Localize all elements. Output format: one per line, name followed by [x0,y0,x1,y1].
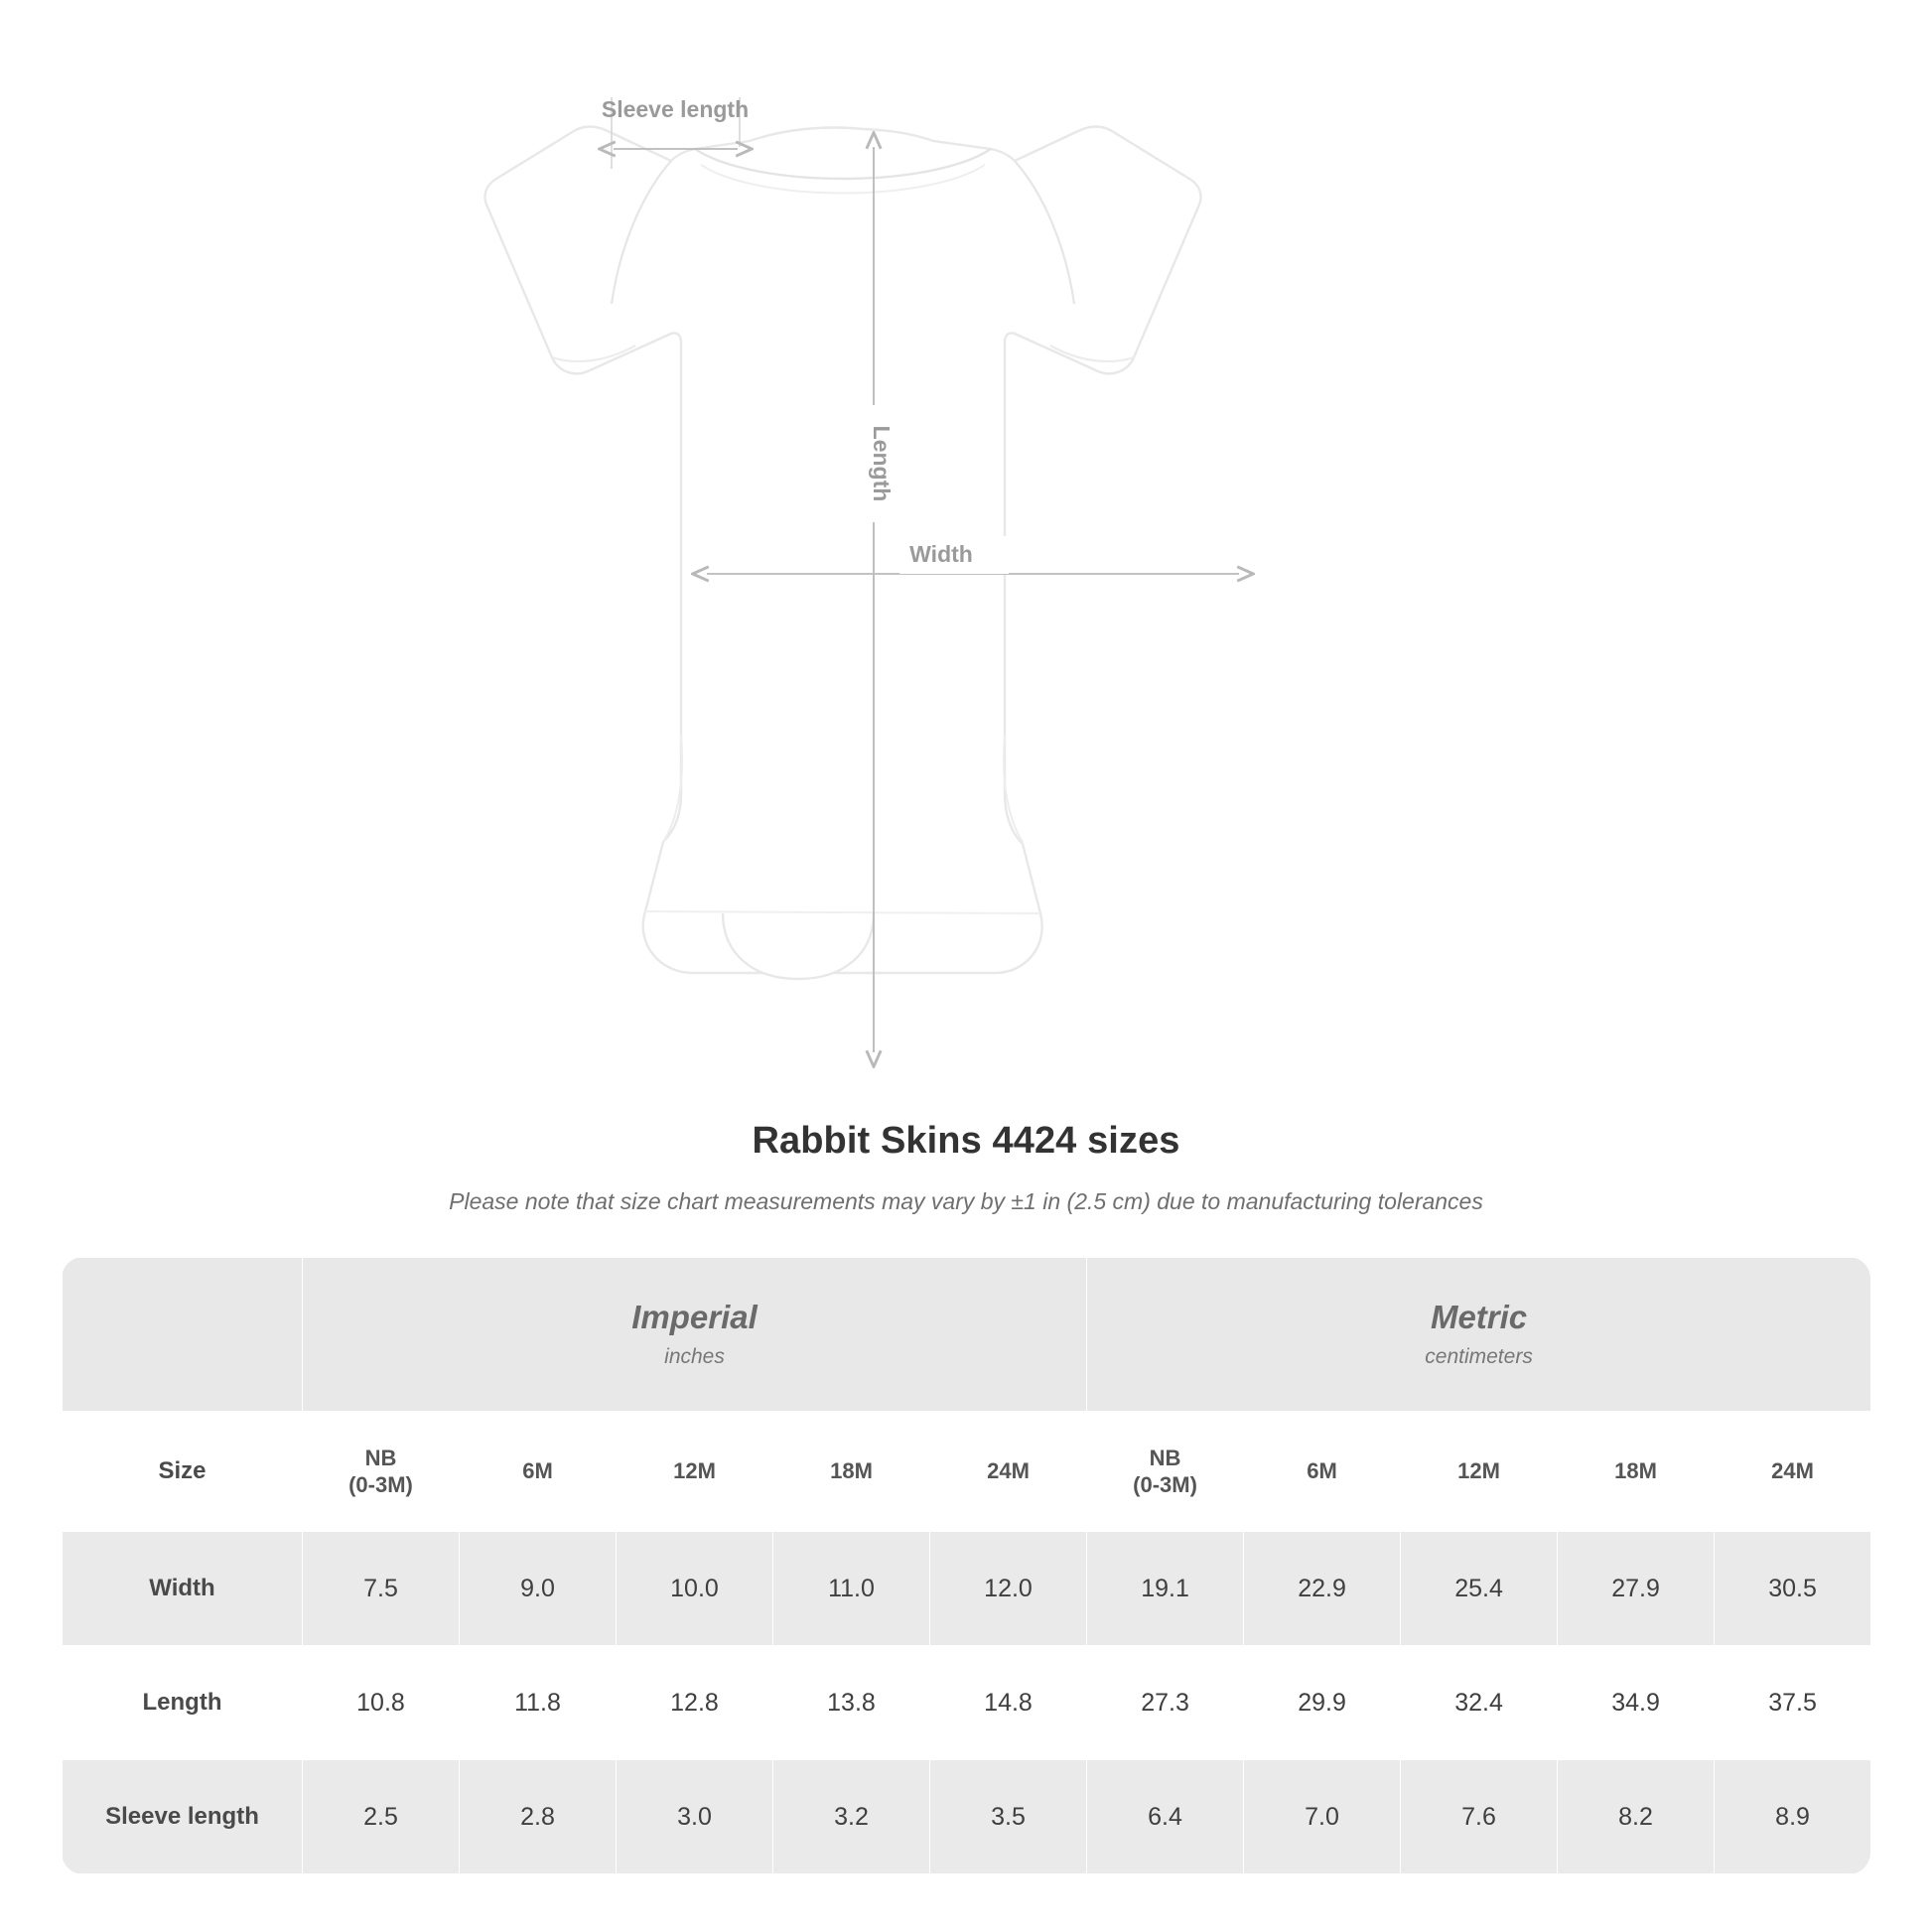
cell-sleeve-metric-12m: 7.6 [1401,1760,1558,1874]
table-row [63,1646,1871,1760]
size-header-imperial-12m: 12M [617,1412,773,1532]
bodysuit-shape [484,127,1200,980]
tolerance-note: Please note that size chart measurements may vary by ±1 in (2.5 cm) due to manufacturing tolerances [449,1188,1483,1214]
unit-group-imperial-sub: inches [664,1345,725,1369]
cell-width-imperial-12m: 10.0 [617,1532,773,1646]
sleeve-length-label: Sleeve length [601,96,750,122]
corner-cell [63,1258,303,1412]
unit-group-metric-sub: centimeters [1425,1345,1533,1369]
size-nb-line2: (0-3M) [1133,1472,1197,1497]
unit-group-metric-name: Metric [1430,1298,1528,1335]
size-nb-line1: NB [1149,1445,1181,1470]
cell-sleeve-metric-nb: 6.4 [1087,1760,1244,1874]
size-header-label: Size [63,1412,303,1532]
size-header-metric-6m: 6M [1244,1412,1401,1532]
size-header-metric-18m: 18M [1558,1412,1715,1532]
cell-width-imperial-nb: 7.5 [303,1532,460,1646]
cell-length-imperial-18m: 13.8 [773,1646,930,1760]
table-row [63,1532,1871,1646]
row-label-width: Width [63,1532,303,1646]
cell-width-metric-12m: 25.4 [1401,1532,1558,1646]
unit-group-metric [1087,1258,1870,1412]
unit-header-row [63,1258,1871,1412]
title-block [0,1120,1932,1215]
cell-sleeve-imperial-18m: 3.2 [773,1760,930,1874]
table-row [63,1760,1871,1874]
cell-width-imperial-24m: 12.0 [930,1532,1087,1646]
cell-width-metric-nb: 19.1 [1087,1532,1244,1646]
size-header-metric-nb [1087,1412,1244,1532]
cell-length-metric-nb: 27.3 [1087,1646,1244,1760]
length-label: Length [869,425,895,502]
cell-length-metric-24m: 37.5 [1715,1646,1870,1760]
size-nb-line2: (0-3M) [348,1472,413,1497]
size-header-imperial-18m: 18M [773,1412,930,1532]
cell-width-imperial-6m: 9.0 [460,1532,617,1646]
size-header-imperial-24m: 24M [930,1412,1087,1532]
width-label: Width [909,541,973,567]
size-header-row [63,1412,1871,1532]
cell-length-metric-6m: 29.9 [1244,1646,1401,1760]
size-nb-line1: NB [364,1445,397,1470]
cell-length-imperial-6m: 11.8 [460,1646,617,1760]
cell-length-metric-18m: 34.9 [1558,1646,1715,1760]
page-title: Rabbit Skins 4424 sizes [752,1120,1180,1162]
size-header-metric-12m: 12M [1401,1412,1558,1532]
size-header-imperial-nb [303,1412,460,1532]
size-header-imperial-6m: 6M [460,1412,617,1532]
size-header-metric-24m: 24M [1715,1412,1870,1532]
row-label-length: Length [63,1646,303,1760]
size-chart-table [62,1257,1870,1874]
cell-length-metric-12m: 32.4 [1401,1646,1558,1760]
cell-width-imperial-18m: 11.0 [773,1532,930,1646]
cell-sleeve-imperial-6m: 2.8 [460,1760,617,1874]
cell-length-imperial-nb: 10.8 [303,1646,460,1760]
row-label-sleeve-length: Sleeve length [63,1760,303,1874]
cell-sleeve-imperial-nb: 2.5 [303,1760,460,1874]
cell-length-imperial-12m: 12.8 [617,1646,773,1760]
unit-group-imperial-name: Imperial [631,1298,758,1335]
size-table-wrapper [62,1257,1870,1874]
cell-sleeve-metric-6m: 7.0 [1244,1760,1401,1874]
cell-length-imperial-24m: 14.8 [930,1646,1087,1760]
cell-width-metric-18m: 27.9 [1558,1532,1715,1646]
cell-sleeve-imperial-12m: 3.0 [617,1760,773,1874]
cell-width-metric-6m: 22.9 [1244,1532,1401,1646]
cell-width-metric-24m: 30.5 [1715,1532,1870,1646]
cell-sleeve-metric-24m: 8.9 [1715,1760,1870,1874]
unit-group-imperial [303,1258,1087,1412]
cell-sleeve-metric-18m: 8.2 [1558,1760,1715,1874]
cell-sleeve-imperial-24m: 3.5 [930,1760,1087,1874]
